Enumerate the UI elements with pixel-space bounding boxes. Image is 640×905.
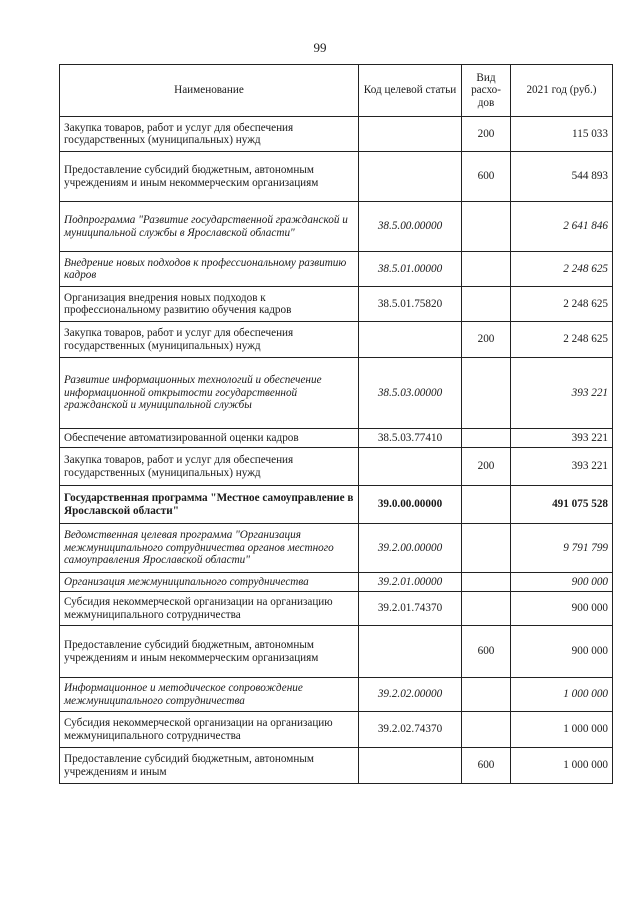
row-amount: 2 248 625 — [511, 287, 613, 322]
row-amount: 1 000 000 — [511, 712, 613, 748]
row-name: Закупка товаров, работ и услуг для обеспечения государственных (муниципальных) нужд — [60, 322, 359, 358]
row-amount: 393 221 — [511, 429, 613, 448]
row-name: Субсидия некоммерческой организации на организацию межмуниципального сотрудничества — [60, 712, 359, 748]
header-expense-type: Вид расхо-дов — [462, 65, 511, 117]
row-code: 39.2.00.00000 — [359, 524, 462, 573]
row-name: Подпрограмма "Развитие государственной гражданской и муниципальной службы в Ярославской области" — [60, 202, 359, 252]
row-name: Развитие информационных технологий и обеспечение информационной открытости государственной гражданской и муниципальной службы — [60, 358, 359, 429]
row-code: 38.5.01.75820 — [359, 287, 462, 322]
table-row — [60, 486, 613, 524]
table-row — [60, 152, 613, 202]
row-name: Информационное и методическое сопровождение межмуниципального сотрудничества — [60, 678, 359, 712]
table-row — [60, 117, 613, 152]
row-name: Субсидия некоммерческой организации на организацию межмуниципального сотрудничества — [60, 592, 359, 626]
row-amount: 900 000 — [511, 592, 613, 626]
row-expense-type — [462, 287, 511, 322]
row-amount: 900 000 — [511, 573, 613, 592]
row-amount: 1 000 000 — [511, 748, 613, 784]
row-amount: 9 791 799 — [511, 524, 613, 573]
row-name: Предоставление субсидий бюджетным, автономным учреждениям и иным некоммерческим организациям — [60, 626, 359, 678]
row-amount: 393 221 — [511, 448, 613, 486]
row-code: 38.5.01.00000 — [359, 252, 462, 287]
header-amount-2021: 2021 год (руб.) — [511, 65, 613, 117]
row-name: Обеспечение автоматизированной оценки кадров — [60, 429, 359, 448]
row-amount: 2 641 846 — [511, 202, 613, 252]
table-row — [60, 287, 613, 322]
table-row — [60, 573, 613, 592]
row-code — [359, 448, 462, 486]
table-row — [60, 712, 613, 748]
row-name: Закупка товаров, работ и услуг для обеспечения государственных (муниципальных) нужд — [60, 117, 359, 152]
row-amount: 2 248 625 — [511, 322, 613, 358]
row-expense-type — [462, 486, 511, 524]
table-row — [60, 252, 613, 287]
row-name: Организация межмуниципального сотрудничества — [60, 573, 359, 592]
row-amount: 544 893 — [511, 152, 613, 202]
table-row — [60, 748, 613, 784]
row-name: Предоставление субсидий бюджетным, автономным учреждениям и иным — [60, 748, 359, 784]
row-expense-type — [462, 678, 511, 712]
row-amount: 900 000 — [511, 626, 613, 678]
row-amount: 115 033 — [511, 117, 613, 152]
row-expense-type — [462, 252, 511, 287]
table-row — [60, 358, 613, 429]
row-code: 38.5.03.77410 — [359, 429, 462, 448]
row-code — [359, 748, 462, 784]
row-expense-type: 600 — [462, 152, 511, 202]
row-amount: 393 221 — [511, 358, 613, 429]
table-row — [60, 626, 613, 678]
row-code — [359, 626, 462, 678]
row-code: 39.2.01.00000 — [359, 573, 462, 592]
table-row — [60, 678, 613, 712]
row-amount: 2 248 625 — [511, 252, 613, 287]
row-expense-type: 600 — [462, 748, 511, 784]
row-name: Государственная программа "Местное самоуправление в Ярославской области" — [60, 486, 359, 524]
row-expense-type — [462, 524, 511, 573]
table-header-row — [60, 65, 613, 117]
row-name: Ведомственная целевая программа "Организация межмуниципального сотрудничества органов местного самоуправления Ярославской области" — [60, 524, 359, 573]
table-row — [60, 448, 613, 486]
header-code: Код целевой статьи — [359, 65, 462, 117]
row-name: Предоставление субсидий бюджетным, автономным учреждениям и иным некоммерческим организациям — [60, 152, 359, 202]
table-row — [60, 592, 613, 626]
row-expense-type — [462, 429, 511, 448]
row-expense-type — [462, 573, 511, 592]
row-expense-type: 200 — [462, 117, 511, 152]
table-row — [60, 202, 613, 252]
row-amount: 1 000 000 — [511, 678, 613, 712]
row-name: Внедрение новых подходов к профессиональному развитию кадров — [60, 252, 359, 287]
row-amount: 491 075 528 — [511, 486, 613, 524]
table-row — [60, 524, 613, 573]
row-code — [359, 152, 462, 202]
table-body — [60, 117, 613, 784]
row-expense-type: 600 — [462, 626, 511, 678]
row-code — [359, 322, 462, 358]
row-expense-type — [462, 202, 511, 252]
page-number: 99 — [313, 40, 327, 55]
row-code: 39.2.02.74370 — [359, 712, 462, 748]
budget-table — [59, 64, 613, 784]
row-code — [359, 117, 462, 152]
row-name: Закупка товаров, работ и услуг для обеспечения государственных (муниципальных) нужд — [60, 448, 359, 486]
row-code: 38.5.03.00000 — [359, 358, 462, 429]
row-name: Организация внедрения новых подходов к профессиональному развитию обучения кадров — [60, 287, 359, 322]
row-code: 38.5.00.00000 — [359, 202, 462, 252]
row-expense-type: 200 — [462, 322, 511, 358]
row-expense-type: 200 — [462, 448, 511, 486]
row-code: 39.2.02.00000 — [359, 678, 462, 712]
row-expense-type — [462, 592, 511, 626]
row-code: 39.2.01.74370 — [359, 592, 462, 626]
table-row — [60, 429, 613, 448]
row-code: 39.0.00.00000 — [359, 486, 462, 524]
row-expense-type — [462, 712, 511, 748]
header-name: Наименование — [60, 65, 359, 117]
table-row — [60, 322, 613, 358]
row-expense-type — [462, 358, 511, 429]
